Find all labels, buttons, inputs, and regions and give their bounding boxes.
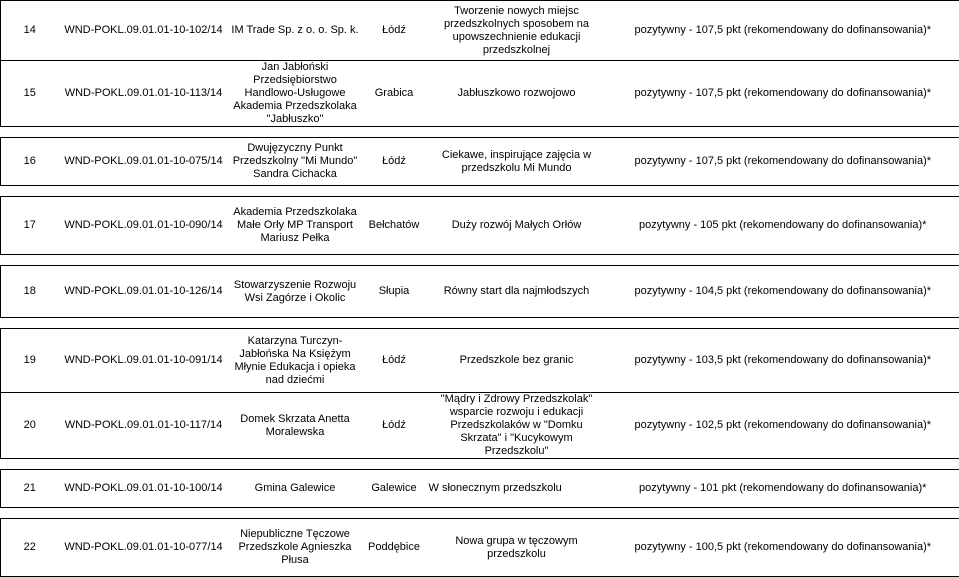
table-row bbox=[1, 61, 959, 127]
row-number: 21 bbox=[1, 470, 59, 508]
evaluation-result: pozytywny - 102,5 pkt (rekomendowany do dofinansowania)* bbox=[607, 393, 959, 459]
project-title: Równy start dla najmłodszych bbox=[427, 266, 607, 318]
table-row bbox=[1, 329, 959, 393]
table-row bbox=[1, 138, 959, 186]
location: Łódź bbox=[362, 1, 427, 61]
evaluation-result: pozytywny - 105 pkt (rekomendowany do dofinansowania)* bbox=[607, 197, 959, 255]
applicant: Domek Skrzata Anetta Moralewska bbox=[229, 393, 362, 459]
project-id: WND-POKL.09.01.01-10-090/14 bbox=[59, 197, 229, 255]
project-id: WND-POKL.09.01.01-10-117/14 bbox=[59, 393, 229, 459]
project-title: Jabłuszkowo rozwojowo bbox=[427, 61, 607, 127]
project-id: WND-POKL.09.01.01-10-102/14 bbox=[59, 1, 229, 61]
row-number: 16 bbox=[1, 138, 59, 186]
project-title: Przedszkole bez granic bbox=[427, 329, 607, 393]
location: Łódź bbox=[362, 393, 427, 459]
project-id: WND-POKL.09.01.01-10-077/14 bbox=[59, 519, 229, 577]
applicant: Stowarzyszenie Rozwoju Wsi Zagórze i Okolic bbox=[229, 266, 362, 318]
applicant: IM Trade Sp. z o. o. Sp. k. bbox=[229, 1, 362, 61]
project-title: "Mądry i Zdrowy Przedszkolak" wsparcie rozwoju i edukacji Przedszkolaków w "Domku Skrzata" i "Kucykowym Przedszkolu" bbox=[427, 393, 607, 459]
row-number: 22 bbox=[1, 519, 59, 577]
project-id: WND-POKL.09.01.01-10-100/14 bbox=[59, 470, 229, 508]
row-number: 18 bbox=[1, 266, 59, 318]
project-title: Duży rozwój Małych Orłów bbox=[427, 197, 607, 255]
project-title: Tworzenie nowych miejsc przedszkolnych sposobem na upowszechnienie edukacji przedszkolnej bbox=[427, 1, 607, 61]
table-row bbox=[1, 266, 959, 318]
project-id: WND-POKL.09.01.01-10-075/14 bbox=[59, 138, 229, 186]
evaluation-result: pozytywny - 104,5 pkt (rekomendowany do dofinansowania)* bbox=[607, 266, 959, 318]
row-number: 20 bbox=[1, 393, 59, 459]
project-title: Ciekawe, inspirujące zajęcia w przedszkolu Mi Mundo bbox=[427, 138, 607, 186]
table-row bbox=[1, 1, 959, 61]
row-number: 14 bbox=[1, 1, 59, 61]
evaluation-result: pozytywny - 101 pkt (rekomendowany do dofinansowania)* bbox=[607, 470, 959, 508]
evaluation-result: pozytywny - 103,5 pkt (rekomendowany do dofinansowania)* bbox=[607, 329, 959, 393]
location: Łódź bbox=[362, 138, 427, 186]
location: Łódź bbox=[362, 329, 427, 393]
row-number: 17 bbox=[1, 197, 59, 255]
table-row bbox=[1, 519, 959, 577]
applicant: Akademia Przedszkolaka Małe Orły MP Transport Mariusz Pełka bbox=[229, 197, 362, 255]
evaluation-result: pozytywny - 107,5 pkt (rekomendowany do dofinansowania)* bbox=[607, 1, 959, 61]
applicant: Dwujęzyczny Punkt Przedszkolny "Mi Mundo" Sandra Cichacka bbox=[229, 138, 362, 186]
row-number: 19 bbox=[1, 329, 59, 393]
table-row bbox=[1, 197, 959, 255]
project-id: WND-POKL.09.01.01-10-113/14 bbox=[59, 61, 229, 127]
evaluation-result: pozytywny - 107,5 pkt (rekomendowany do dofinansowania)* bbox=[607, 138, 959, 186]
row-number: 15 bbox=[1, 61, 59, 127]
table-row bbox=[1, 393, 959, 459]
evaluation-result: pozytywny - 107,5 pkt (rekomendowany do dofinansowania)* bbox=[607, 61, 959, 127]
applicant: Katarzyna Turczyn-Jabłońska Na Księżym Młynie Edukacja i opieka nad dziećmi bbox=[229, 329, 362, 393]
project-id: WND-POKL.09.01.01-10-126/14 bbox=[59, 266, 229, 318]
location: Słupia bbox=[362, 266, 427, 318]
project-title: Nowa grupa w tęczowym przedszkolu bbox=[427, 519, 607, 577]
table-row bbox=[1, 470, 959, 508]
applicant: Gmina Galewice bbox=[229, 470, 362, 508]
project-title: W słonecznym przedszkolu bbox=[427, 470, 607, 508]
project-id: WND-POKL.09.01.01-10-091/14 bbox=[59, 329, 229, 393]
evaluation-result: pozytywny - 100,5 pkt (rekomendowany do dofinansowania)* bbox=[607, 519, 959, 577]
location: Poddębice bbox=[362, 519, 427, 577]
applicant: Jan Jabłoński Przedsiębiorstwo Handlowo-Usługowe Akademia Przedszkolaka "Jabłuszko" bbox=[229, 61, 362, 127]
location: Galewice bbox=[362, 470, 427, 508]
location: Bełchatów bbox=[362, 197, 427, 255]
location: Grabica bbox=[362, 61, 427, 127]
applicant: Niepubliczne Tęczowe Przedszkole Agnieszka Płusa bbox=[229, 519, 362, 577]
